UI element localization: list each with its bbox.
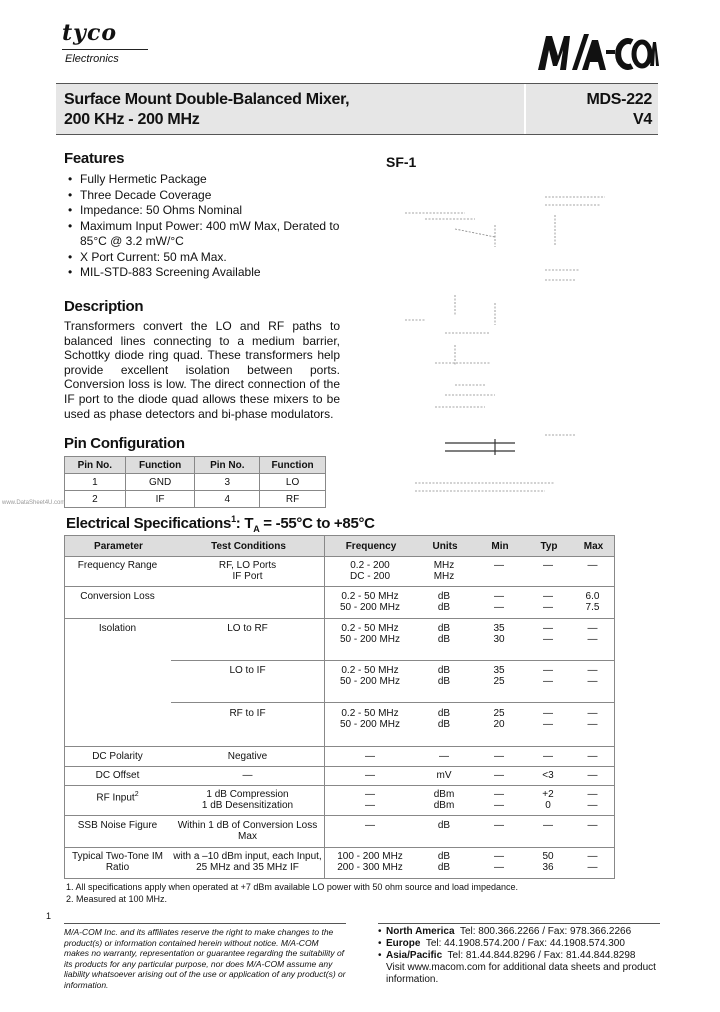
spec-cell-units: dBm dBm [433,789,455,811]
title-bar [56,83,658,135]
macom-logo-text: M/A-COM [598,73,603,74]
feature-item: • MIL-STD-883 Screening Available [66,265,366,281]
contact-north-america: • North America Tel: 800.366.2266 / Fax: 978.366.2266 [378,926,632,937]
spec-cell-freq: 0.2 - 50 MHz 50 - 200 MHz [339,623,401,645]
tyco-logo [62,20,152,70]
page-number: 1 [46,911,52,921]
description-heading: Description [64,298,144,315]
spec-cell-units: dB dB [437,623,451,645]
spec-cell-cond: Within 1 dB of Conversion Loss Max [177,820,318,842]
elec-spec-table [64,535,615,879]
tyco-wordmark: tyco [62,20,118,46]
spec-cell-cond: with a –10 dBm input, each Input, 25 MHz and 35 MHz IF [173,851,322,873]
elec-spec-heading: Electrical Specifications$^1$: $T_A = -55^\circ C$ to +85°C [66,514,375,534]
footnote: 2. Measured at 100 MHz. [66,894,168,904]
feature-item: • X Port Current: 50 mA Max. [66,250,366,266]
spec-cell-units: dB dB [437,591,451,613]
macom-logo [536,30,660,74]
spec-cell-freq: 0.2 - 200 DC - 200 [349,560,390,582]
spec-cell-freq: 0.2 - 50 MHz 50 - 200 MHz [339,708,401,730]
spec-cell-max: — — [587,851,598,873]
spec-cell-max: 6.0 7.5 [585,591,600,613]
pin-col-header: Pin No. [195,457,260,474]
spec-cell-min: — — [494,851,504,873]
spec-cell-param: DC Polarity [92,751,143,762]
spec-cell-max: — — [587,708,598,730]
package-outline-drawing [395,185,610,510]
footnotes [66,881,518,905]
spec-cell-min: — [494,770,504,781]
tyco-subtitle: Electronics [65,53,119,65]
product-title: Surface Mount Double-Balanced Mixer, 200 KHz - 200 MHz [64,91,350,128]
spec-cell-min: — [494,820,504,831]
spec-cell-typ: — — [543,708,553,730]
spec-header-row [64,535,615,557]
spec-cell-cond: RF to IF [229,708,266,719]
spec-cell-units: dB [437,820,451,831]
feature-item: • Impedance: 50 Ohms Nominal [66,203,366,219]
spec-cell-min: 35 25 [493,665,505,687]
features-list [66,172,366,281]
spec-cell-units: mV [436,770,452,781]
package-label: SF-1 [386,154,417,170]
spec-col-header: Units [432,541,458,552]
spec-cell-param: Frequency Range [77,560,158,571]
spec-cell-cond: 1 dB Compression 1 dB Desensitization [201,789,294,811]
spec-cell-freq: — [365,770,375,781]
spec-cell-cond: LO to RF [227,623,268,634]
feature-item: • Three Decade Coverage [66,188,366,204]
spec-cell-typ: <3 [542,770,554,781]
spec-cell-param: Isolation [98,623,137,634]
feature-item: • Fully Hermetic Package [66,172,366,188]
spec-cell-min: — [494,560,504,571]
spec-cell-min: 25 20 [493,708,505,730]
spec-cell-cond: RF, LO Ports IF Port [218,560,277,582]
spec-cell-units: dB dB [437,708,451,730]
pin-col-header: Pin No. [65,457,126,474]
table-row: 1 GND 3 LO [65,474,326,491]
part-number: MDS-222 V4 [586,91,652,128]
disclaimer: M/A-COM Inc. and its affiliates reserve the right to make changes to the product(s) or information contained herein without notice. M/A-COM makes no warranty, representation or guarantee regarding the suitability of its products for any particular purpose, nor does M/A-COM assume any liability whatsoever arising out of the use or application of any product(s) or information. [64,923,346,990]
spec-cell-typ: +2 0 [542,789,554,811]
spec-cell-freq: — [365,820,375,831]
spec-cell-param: RF Input$^2$ [96,791,139,804]
spec-col-header: Max [583,541,604,552]
spec-cell-freq: — — [365,789,375,811]
feature-item: • Maximum Input Power: 400 mW Max, Derated to 85°C @ 3.2 mW/°C [66,219,366,250]
spec-col-header: Parameter [94,541,143,552]
spec-col-header: Typ [540,541,558,552]
spec-cell-typ: — [543,820,553,831]
spec-col-header: Min [491,541,509,552]
spec-cell-max: — [587,560,598,571]
contact-europe: • Europe Tel: 44.1908.574.200 / Fax: 44.1908.574.300 [378,938,625,949]
spec-cell-max: — [587,820,598,831]
spec-col-header: Frequency [345,541,397,552]
spec-cell-min: — — [494,789,504,811]
spec-cell-max: — — [587,665,598,687]
spec-cell-max: — — [587,623,598,645]
spec-cell-units: dB dB [437,665,451,687]
contact-asia-pacific: • Asia/Pacific Tel: 81.44.844.8296 / Fax: 81.44.844.8298 [378,950,636,961]
spec-cell-cond: Negative [227,751,268,762]
footnote-ref: 2 [134,791,139,798]
spec-cell-param: Typical Two-Tone IM Ratio [72,851,163,873]
pin-config-table [64,456,326,508]
spec-cell-min: 35 30 [493,623,505,645]
spec-cell-typ: — — [543,591,553,613]
spec-cell-typ: — — [543,623,553,645]
features-heading: Features [64,150,125,167]
spec-cell-max: — [587,751,598,762]
pin-col-header: Function [260,457,326,474]
table-row: 2 IF 4 RF [65,491,326,508]
footnote: 1. All specifications apply when operated at +7 dBm available LO power with 50 ohm source and load impedance. [66,882,519,892]
spec-cell-cond: LO to IF [229,665,266,676]
pin-col-header: Function [125,457,195,474]
watermark: www.DataSheet4U.com [2,500,66,506]
spec-cell-param: DC Offset [95,770,140,781]
contact-website: Visit www.macom.com for additional data sheets and product information. [386,962,656,985]
pin-config-heading: Pin Configuration [64,435,185,452]
tyco-divider [62,49,148,50]
spec-cell-units: dB dB [437,851,451,873]
spec-cell-freq: 0.2 - 50 MHz 50 - 200 MHz [339,665,401,687]
spec-cell-max: — [587,770,598,781]
spec-cell-typ: — [543,751,553,762]
spec-cell-cond: — [242,770,253,781]
spec-cell-freq: — [365,751,375,762]
spec-cell-min: — — [494,591,504,613]
spec-col-header: Test Conditions [211,541,286,552]
spec-cell-typ: — — [543,665,553,687]
spec-cell-param: SSB Noise Figure [77,820,158,831]
spec-cell-min: — [494,751,504,762]
contact-info [378,923,660,986]
spec-cell-units: — [439,751,449,762]
spec-cell-freq: 100 - 200 MHz 200 - 300 MHz [337,851,403,873]
spec-cell-units: MHz MHz [433,560,455,582]
spec-cell-typ: 50 36 [542,851,554,873]
description-text: Transformers convert the LO and RF paths to balanced lines connecting to a medium barrier, Schottky diode ring quad. These transformers help provide excellent isolation between ports. Conversion loss is low. The direct connection of the IF port to the diode quad allows these mixers to be used as phase detectors and bi-phase modulators. [64,319,340,421]
spec-cell-max: — — [587,789,598,811]
spec-cell-param: Conversion Loss [80,591,155,602]
spec-cell-freq: 0.2 - 50 MHz 50 - 200 MHz [339,591,401,613]
spec-cell-typ: — [543,560,553,571]
